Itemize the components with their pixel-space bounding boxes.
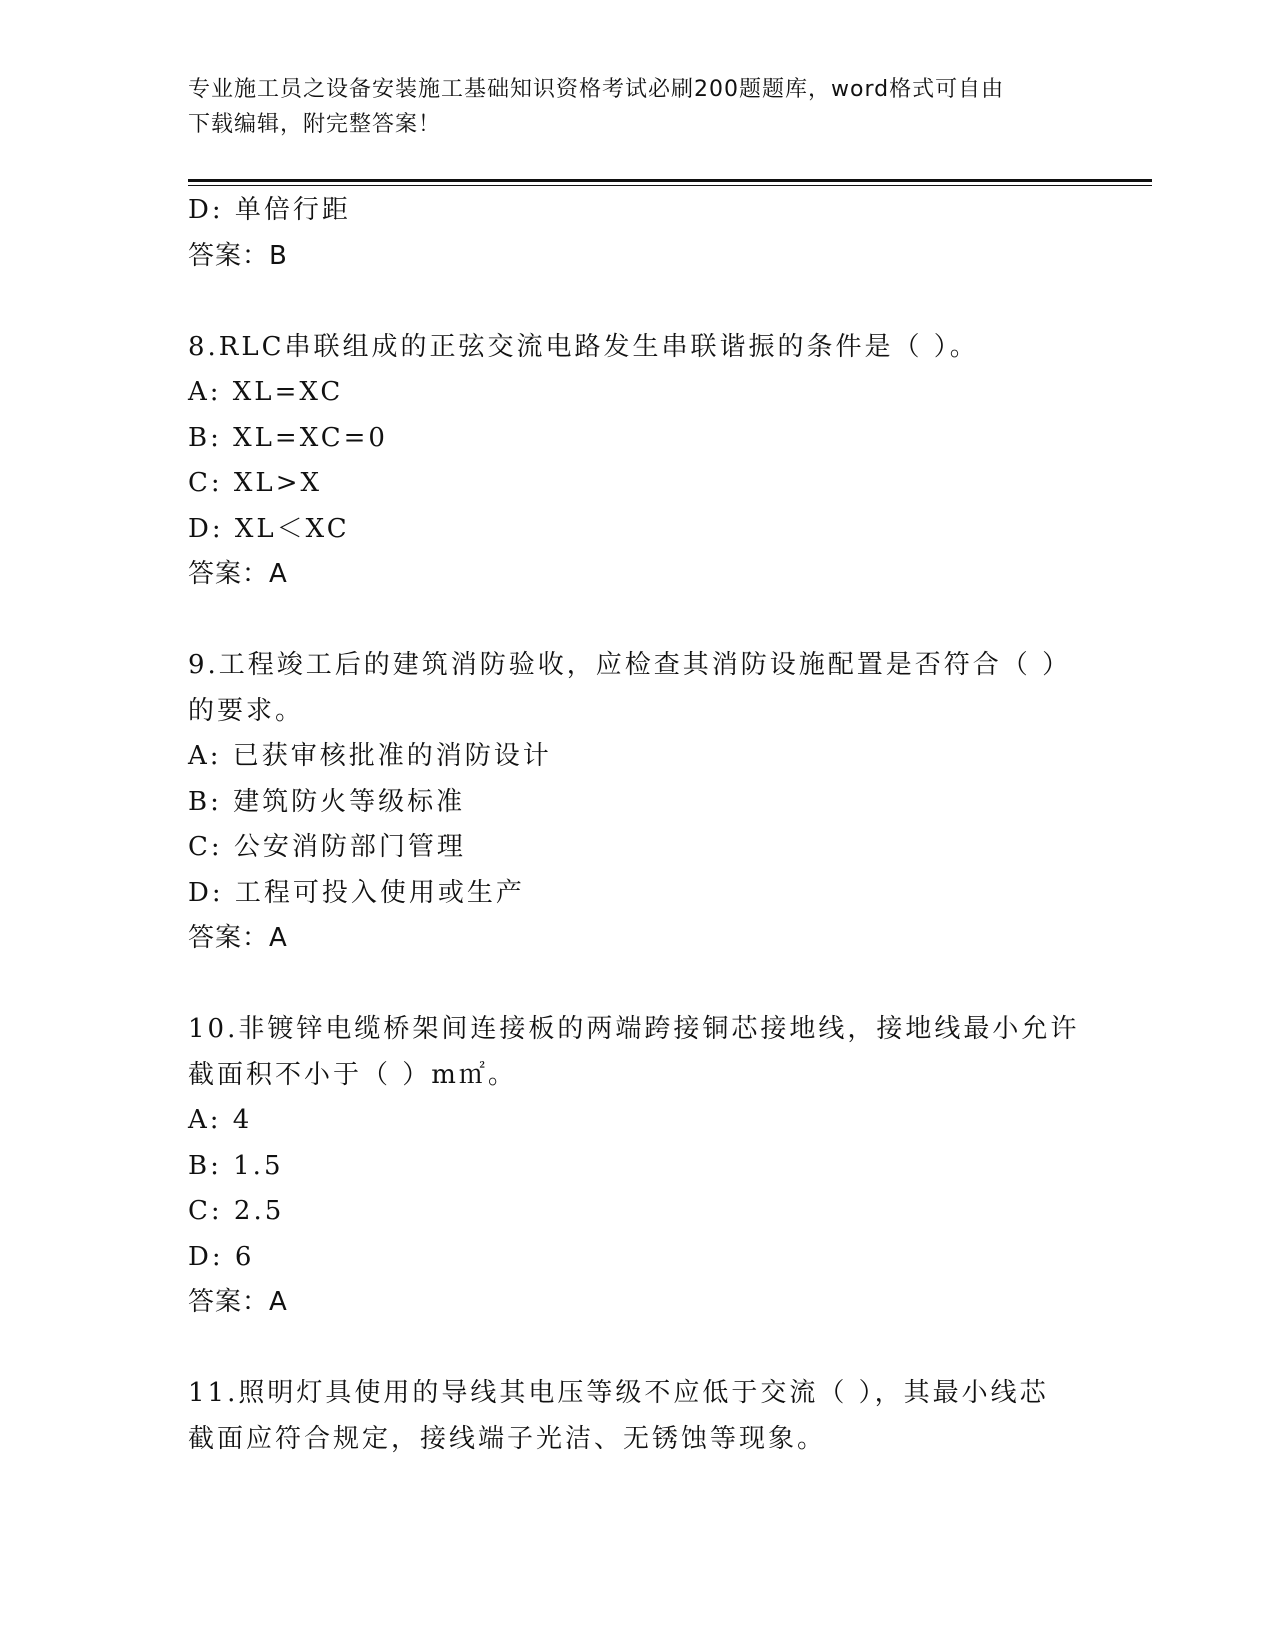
question-11 [188, 1371, 1088, 1462]
spacer [188, 1326, 1088, 1372]
answer-line: 答案：B [188, 240, 288, 271]
spacer [188, 279, 1088, 325]
option-c: C: XL>X [188, 468, 322, 498]
question-8 [188, 325, 1088, 598]
header-divider-thick [188, 179, 1152, 182]
option-a: A: 4 [188, 1105, 253, 1135]
option-b: B: XL=XC=0 [188, 422, 388, 453]
question-text: 10.非镀锌电缆桥架间连接板的两端跨接铜芯接地线，接地线最小允许 [188, 1014, 1080, 1044]
answer-line: 答案：A [188, 923, 288, 953]
question-text: 9.工程竣工后的建筑消防验收，应检查其消防设施配置是否符合（ ） [188, 650, 1072, 680]
question-text-continued: 截面积不小于（ ）m㎡。 [188, 1059, 517, 1090]
header-divider-thin [188, 185, 1152, 186]
question-text-continued: 的要求。 [188, 695, 305, 726]
option-b: B: 1.5 [188, 1150, 284, 1181]
option-d: D: 工程可投入使用或生产 [188, 877, 525, 908]
question-9 [188, 643, 1088, 962]
answer-line: 答案：A [188, 559, 288, 589]
previous-question-tail [188, 188, 1088, 279]
option-d: D: XL＜XC [188, 513, 350, 544]
question-text-continued: 截面应符合规定，接线端子光洁、无锈蚀等现象。 [188, 1423, 827, 1454]
option-c: C: 2.5 [188, 1196, 285, 1226]
question-text: 8.RLC串联组成的正弦交流电路发生串联谐振的条件是（ ）。 [188, 331, 979, 362]
option-a: A: 已获审核批准的消防设计 [188, 741, 552, 771]
option-b: B: 建筑防火等级标准 [188, 786, 466, 817]
question-text: 11.照明灯具使用的导线其电压等级不应低于交流（ ），其最小线芯 [188, 1378, 1049, 1408]
header-line-1: 专业施工员之设备安装施工基础知识资格考试必刷200题题库，word格式可自由 [188, 77, 1005, 102]
option-c: C: 公安消防部门管理 [188, 832, 466, 862]
option-d: D: 单倍行距 [188, 195, 351, 225]
spacer [188, 598, 1088, 644]
spacer [188, 962, 1088, 1008]
option-a: A: XL=XC [188, 377, 344, 407]
document-header [188, 72, 1078, 142]
question-content [188, 188, 1088, 1462]
answer-line: 答案：A [188, 1287, 288, 1317]
option-d: D: 6 [188, 1241, 255, 1272]
question-10 [188, 1007, 1088, 1326]
header-line-2: 下载编辑，附完整答案！ [188, 112, 442, 137]
